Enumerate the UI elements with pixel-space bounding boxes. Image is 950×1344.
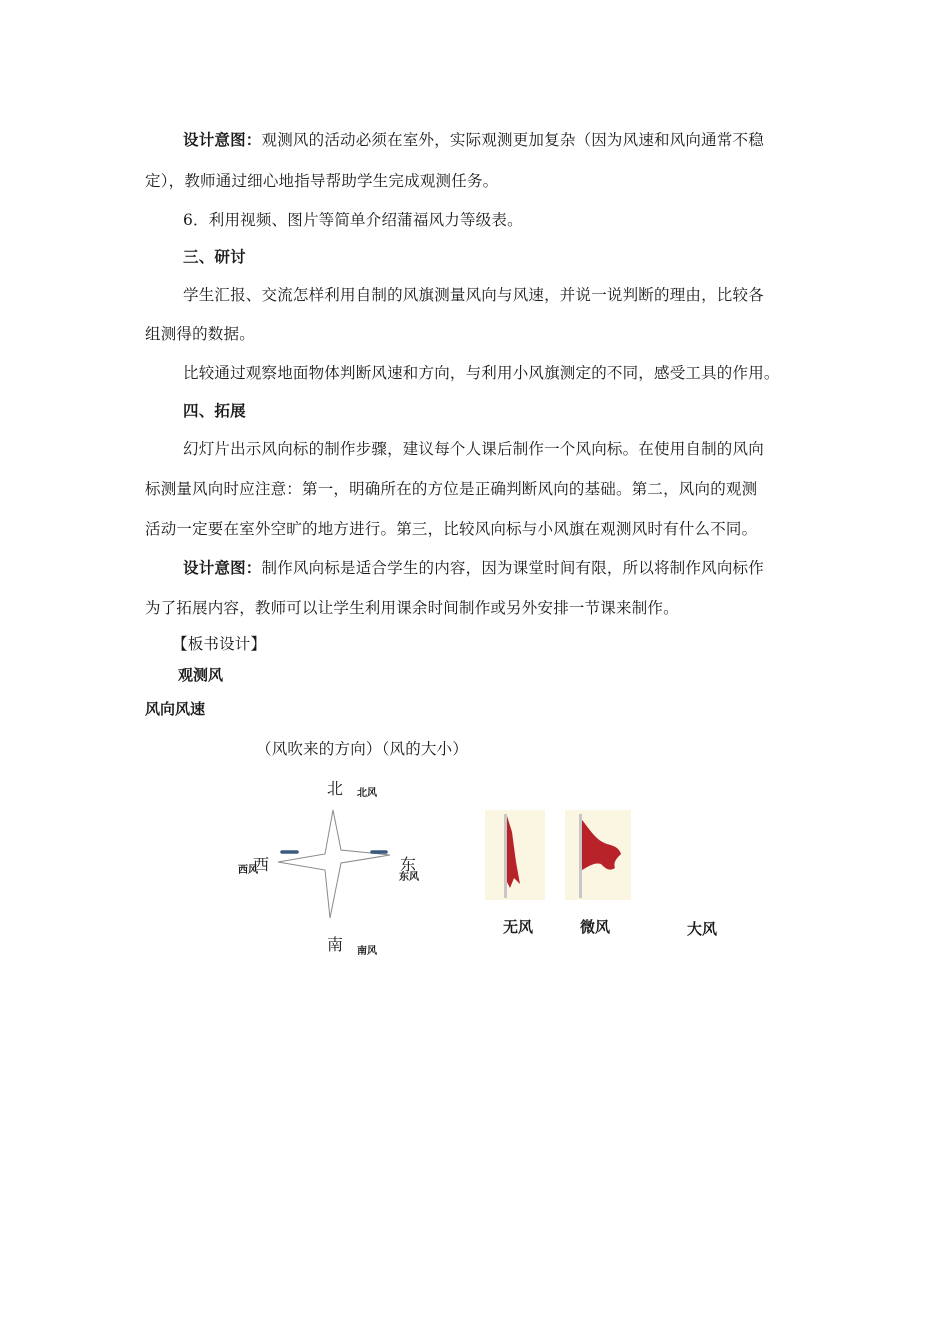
board-title: 观测风: [178, 666, 224, 684]
flag-cloth: [582, 820, 621, 870]
flag-pole: [504, 814, 507, 898]
paragraph-text: 观测风的活动必须在室外，实际观测更加复杂（因为风速和风向通常不稳: [261, 131, 764, 149]
flag-light-wind-icon: [565, 810, 631, 900]
flag-no-wind-icon: [485, 810, 545, 900]
compass-south: 南: [327, 935, 344, 954]
design-intent-label: 设计意图：: [183, 131, 262, 149]
flag-no-wind-image: [485, 810, 545, 900]
flag-pole: [579, 814, 582, 898]
compass-star-shape: [278, 810, 390, 918]
flag-cloth: [507, 816, 520, 888]
paragraph-line: 定），教师通过细心地指导帮助学生完成观测任务。: [145, 172, 499, 190]
flag-label-light-wind: 微风: [580, 918, 611, 936]
south-wind-label: 南风: [357, 946, 377, 957]
design-intent-paragraph-2: [183, 556, 764, 578]
west-wind-label: 西风: [238, 865, 258, 876]
flag-label-no-wind: 无风: [503, 918, 534, 936]
paragraph-line: 学生汇报、交流怎样利用自制的风旗测量风向与风速，并说一说判断的理由，比较各: [183, 286, 764, 304]
flag-label-strong-wind: 大风: [687, 920, 718, 938]
paragraph-line: 组测得的数据。: [145, 325, 255, 343]
board-subtitle: 风向风速: [145, 700, 206, 718]
compass-west: 西: [253, 855, 270, 874]
compass-star: [270, 808, 400, 920]
paragraph-text: 制作风向标是适合学生的内容，因为课堂时间有限，所以将制作风向标作: [261, 559, 764, 577]
compass-north: 北: [327, 779, 344, 798]
design-intent-label: 设计意图：: [183, 559, 262, 577]
design-intent-paragraph-1: [183, 128, 764, 150]
flag-light-wind-image: [565, 810, 631, 900]
board-design-heading: 【板书设计】: [172, 635, 267, 653]
section-heading-discuss: 三、研讨: [183, 248, 246, 266]
paragraph-line: 幻灯片出示风向标的制作步骤，建议每个人课后制作一个风向标。在使用自制的风向: [183, 440, 764, 458]
paragraph-line: 活动一定要在室外空旷的地方进行。第三，比较风向标与小风旗在观测风时有什么不同。: [145, 520, 758, 538]
paragraph-line: 标测量风向时应注意：第一，明确所在的方位是正确判断风向的基础。第二，风向的观测: [145, 480, 758, 498]
compass-east: 东: [400, 855, 417, 874]
east-wind-label: 东风: [399, 872, 419, 883]
board-caption: （风吹来的方向）（风的大小）: [256, 740, 469, 758]
paragraph-line: 比较通过观察地面物体判断风速和方向，与利用小风旗测定的不同，感受工具的作用。: [183, 364, 780, 382]
step-6-paragraph: 6．利用视频、图片等简单介绍蒲福风力等级表。: [183, 211, 523, 229]
paragraph-line: 为了拓展内容，教师可以让学生利用课余时间制作或另外安排一节课来制作。: [145, 599, 679, 617]
north-wind-label: 北风: [357, 788, 377, 799]
section-heading-extend: 四、拓展: [183, 402, 246, 420]
